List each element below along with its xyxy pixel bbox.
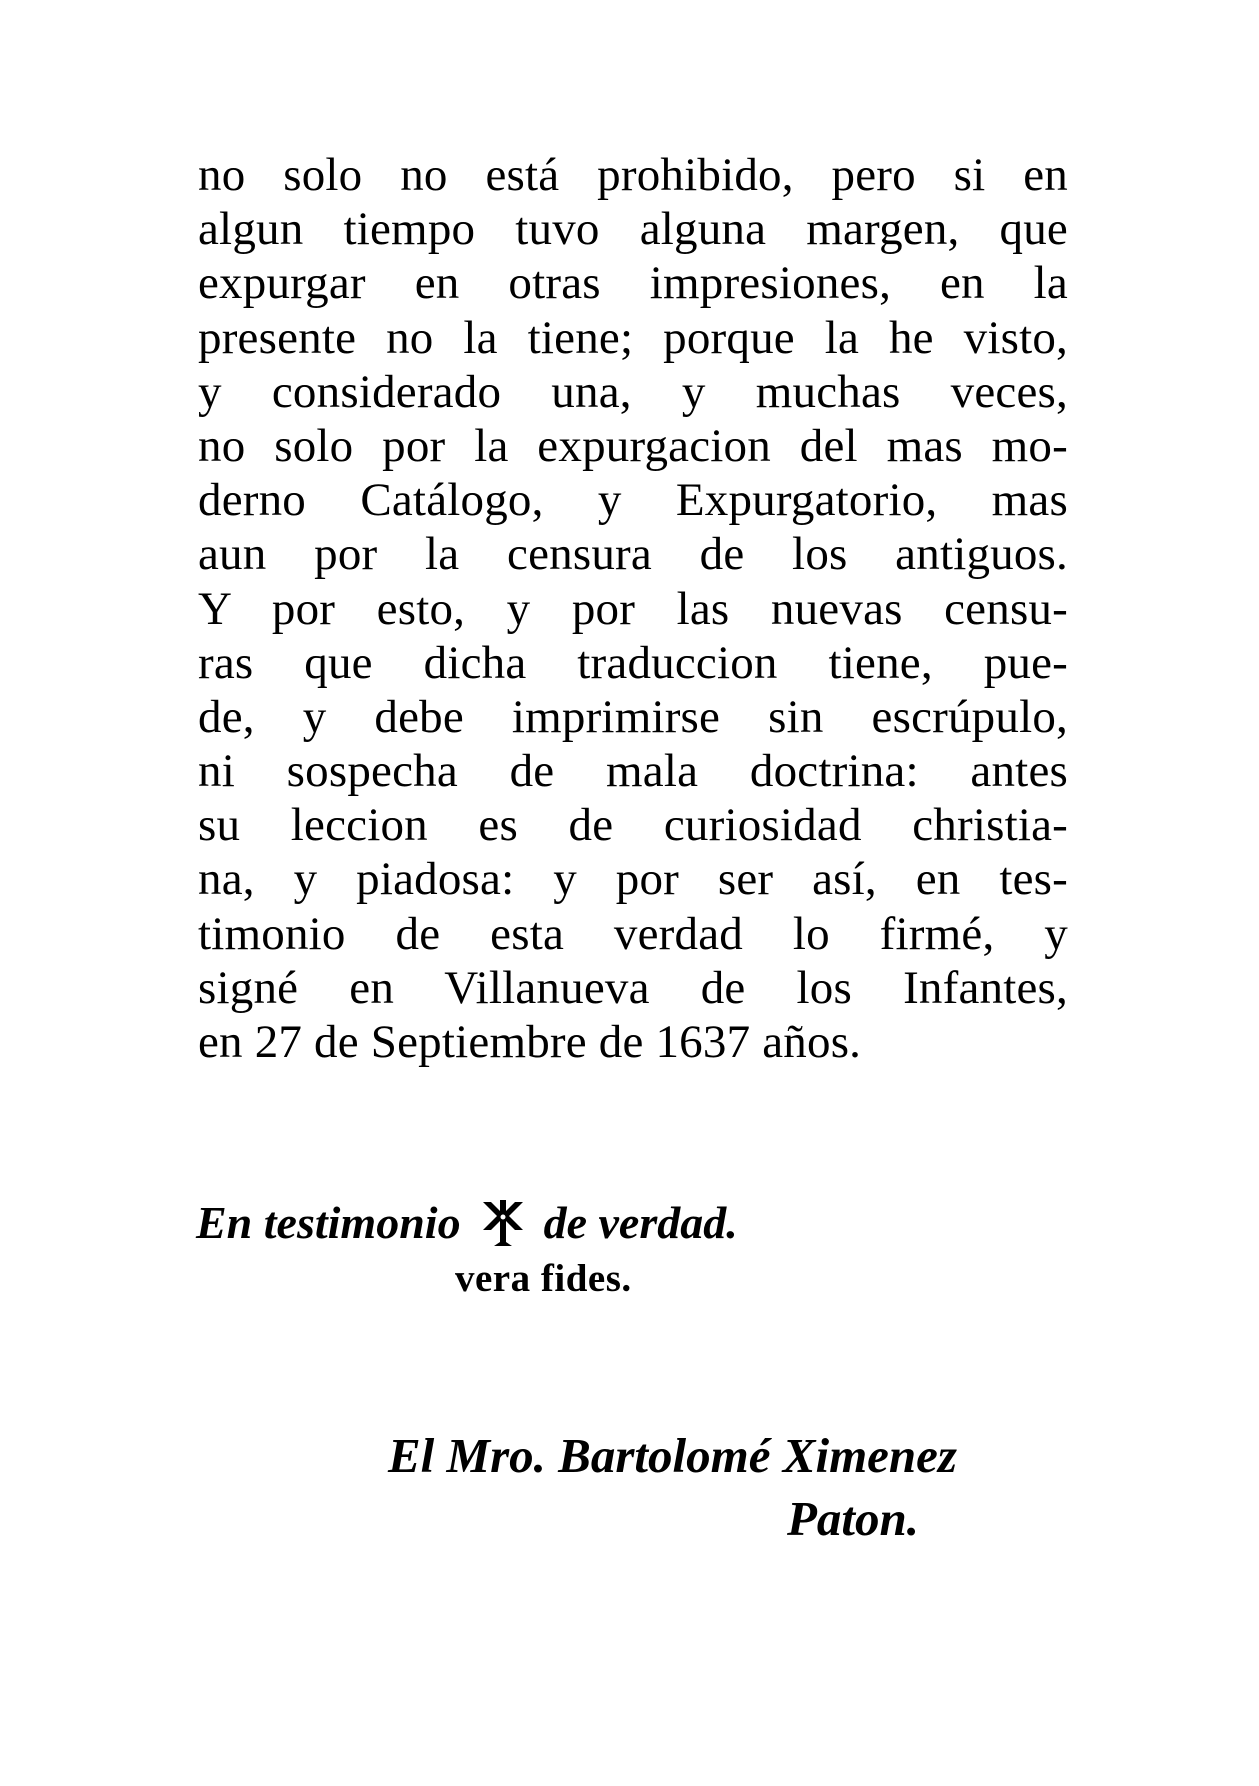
text-line: derno Catálogo, y Expurgatorio, mas: [198, 474, 1068, 527]
text-line: no solo por la expurgacion del mas mo-: [198, 419, 1068, 472]
attestation-line: [196, 1195, 916, 1261]
signature-surname: Paton.: [787, 1491, 920, 1546]
text-line: y considerado una, y muchas veces,: [198, 365, 1068, 418]
text-line-last: en 27 de Septiembre de 1637 años.: [198, 1016, 862, 1068]
text-line: ni sospecha de mala doctrina: antes: [198, 745, 1068, 798]
text-line: su leccion es de curiosidad christia-: [198, 799, 1068, 852]
text-line: expurgar en otras impresiones, en la: [198, 257, 1068, 310]
body-paragraph: [198, 148, 1068, 1069]
text-line: signé en Villanueva de los Infantes,: [198, 961, 1068, 1014]
text-line: na, y piadosa: y por ser así, en tes-: [198, 853, 1068, 906]
attestation-text-after: de verdad.: [543, 1197, 738, 1248]
text-line: Y por esto, y por las nuevas censu-: [198, 582, 1068, 635]
text-line: de, y debe imprimirse sin escrúpulo,: [198, 690, 1068, 743]
notary-sign-icon: [480, 1196, 526, 1261]
text-line: no solo no está prohibido, pero si en: [198, 149, 1068, 201]
text-line: presente no la tiene; porque la he visto,: [198, 311, 1068, 364]
text-line: ras que dicha traduccion tiene, pue-: [198, 636, 1068, 689]
signature-name: El Mro. Bartolomé Ximenez: [388, 1428, 958, 1483]
text-line: algun tiempo tuvo alguna margen, que: [198, 203, 1068, 256]
text-line: timonio de esta verdad lo firmé, y: [198, 907, 1068, 960]
vera-fides: vera fides.: [455, 1257, 632, 1300]
attestation-text-before: En testimonio: [196, 1197, 461, 1248]
text-line: aun por la censura de los antiguos.: [198, 528, 1068, 581]
